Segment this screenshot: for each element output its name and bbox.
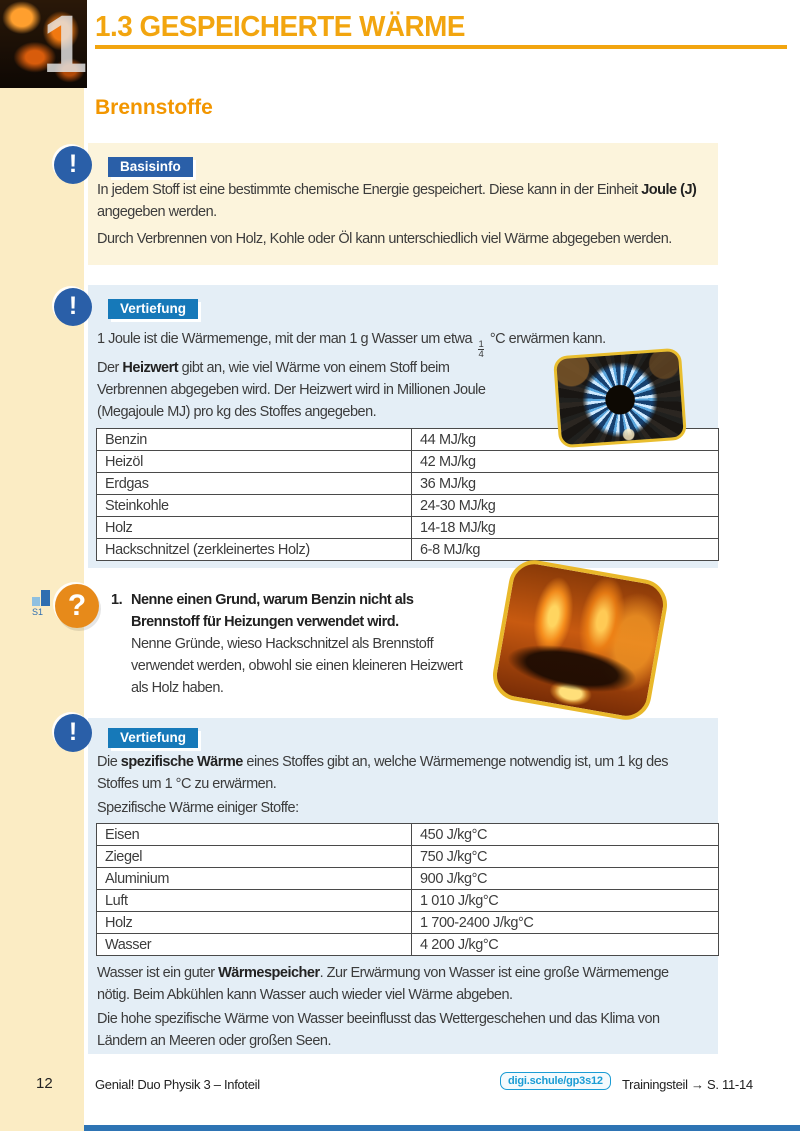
question-mark-icon	[55, 584, 99, 628]
exclamation-icon	[54, 288, 92, 326]
exclamation-glyph: !	[68, 150, 78, 178]
text-run: °C erwärmen kann.	[486, 331, 606, 347]
table-row	[97, 824, 719, 846]
exclamation-glyph: !	[68, 292, 78, 320]
exclamation-icon	[54, 714, 92, 752]
material-value: 4 200 J/kg°C	[412, 934, 719, 956]
material-value: 900 J/kg°C	[412, 868, 719, 890]
fuel-value: 44 MJ/kg	[412, 429, 719, 451]
fraction-numerator: 1	[478, 339, 484, 350]
fuel-value: 24-30 MJ/kg	[412, 495, 719, 517]
klima-paragraph: Die hohe spezifische Wärme von Wasser beeinflusst das Wettergeschehen und das Klima von Ländern an Meeren oder großen Seen.	[97, 1011, 660, 1049]
heizwert-table	[96, 428, 719, 561]
fraction-denominator: 4	[478, 349, 484, 360]
digi-schule-link-badge[interactable]: digi.schule/gp3s12	[500, 1072, 611, 1090]
fuel-name: Holz	[97, 517, 412, 539]
chapter-fire-photo	[0, 0, 87, 88]
text-run: Wasser ist ein guter	[97, 965, 219, 981]
question-number: 1.	[111, 592, 123, 608]
material-value: 1 700-2400 J/kg°C	[412, 912, 719, 934]
bar-tall	[41, 590, 50, 606]
text-run: 1 Joule ist die Wärmemenge, mit der man 1 g Wasser um etwa	[97, 331, 476, 347]
fuel-name: Erdgas	[97, 473, 412, 495]
text-run: angegeben werden.	[97, 204, 217, 220]
material-name: Holz	[97, 912, 412, 934]
exclamation-glyph: !	[68, 718, 78, 746]
table-row	[97, 451, 719, 473]
fuel-name: Benzin	[97, 429, 412, 451]
fuel-name: Heizöl	[97, 451, 412, 473]
bold-term-heizwert: Heizwert	[122, 360, 179, 376]
table-row	[97, 473, 719, 495]
fuel-value: 42 MJ/kg	[412, 451, 719, 473]
bold-term-spezifische-waerme: spezifische Wärme	[120, 754, 243, 770]
title-underline	[95, 45, 787, 49]
material-name: Eisen	[97, 824, 412, 846]
bold-term-waermespeicher: Wärmespeicher	[218, 965, 320, 981]
footer-training-reference: Trainingsteil → S. 11-14	[622, 1077, 753, 1092]
text-run: . Zur Erwärmung von Wasser ist eine große Wärmemenge nötig. Beim Abkühlen kann Wasser auch wieder viel Wärme abgeben.	[97, 965, 669, 1003]
table-row	[97, 934, 719, 956]
spezifische-waerme-table	[96, 823, 719, 956]
text-run: Die	[97, 754, 121, 770]
table-row	[97, 868, 719, 890]
material-value: 450 J/kg°C	[412, 824, 719, 846]
footer-book-title: Genial! Duo Physik 3 – Infoteil	[95, 1077, 260, 1092]
table-row	[97, 912, 719, 934]
section-heading: Brennstoffe	[95, 96, 213, 119]
fuel-value: 36 MJ/kg	[412, 473, 719, 495]
text-run: Der	[97, 360, 123, 376]
page-number: 12	[36, 1075, 53, 1092]
vertiefung2-label: Vertiefung	[108, 728, 198, 748]
waermespeicher-paragraph	[97, 962, 669, 1006]
table-row	[97, 495, 719, 517]
fuel-name: Hackschnitzel (zerkleinertes Holz)	[97, 539, 412, 561]
table-row	[97, 517, 719, 539]
fuel-value: 6-8 MJ/kg	[412, 539, 719, 561]
chapter-number: 1	[42, 0, 88, 90]
page-title: 1.3 GESPEICHERTE WÄRME	[95, 11, 465, 43]
basisinfo-paragraph-2: Durch Verbrennen von Holz, Kohle oder Öl kann unterschiedlich viel Wärme abgegeben werden.	[97, 231, 672, 247]
table-row	[97, 890, 719, 912]
gas-burner-photo	[553, 348, 687, 449]
material-name: Ziegel	[97, 846, 412, 868]
material-value: 750 J/kg°C	[412, 846, 719, 868]
table-row	[97, 846, 719, 868]
vertiefung1-label: Vertiefung	[108, 299, 198, 319]
s1-label: S1	[32, 607, 44, 617]
basisinfo-paragraph-1	[97, 179, 711, 223]
footer-accent-bar	[84, 1125, 800, 1131]
material-name: Wasser	[97, 934, 412, 956]
question-glyph: ?	[67, 589, 87, 622]
fuel-value: 14-18 MJ/kg	[412, 517, 719, 539]
text-run: In jedem Stoff ist eine bestimmte chemische Energie gespeichert. Diese kann in der Einheit	[97, 182, 642, 198]
heizwert-definition	[97, 357, 507, 423]
text-run: gibt an, wie viel Wärme von einem Stoff beim Verbrennen abgegeben wird. Der Heizwert wird in Millionen Joule (Megajoule MJ) pro kg des Stoffes angegeben.	[97, 360, 486, 420]
bar-small	[32, 597, 40, 606]
material-name: Luft	[97, 890, 412, 912]
table-caption: Spezifische Wärme einiger Stoffe:	[97, 800, 299, 816]
fuel-name: Steinkohle	[97, 495, 412, 517]
bold-term-joule: Joule (J)	[641, 182, 697, 198]
table-row	[97, 539, 719, 561]
spezifische-waerme-definition	[97, 751, 711, 795]
question-text	[131, 589, 465, 699]
question-bold-part: Nenne einen Grund, warum Benzin nicht als Brennstoff für Heizungen verwendet wird.	[131, 592, 414, 630]
exclamation-icon	[54, 146, 92, 184]
material-value: 1 010 J/kg°C	[412, 890, 719, 912]
material-name: Aluminium	[97, 868, 412, 890]
basisinfo-label: Basisinfo	[108, 157, 193, 177]
question-normal-part: Nenne Gründe, wieso Hackschnitzel als Brennstoff verwendet werden, obwohl sie einen kleineren Heizwert als Holz haben.	[131, 636, 463, 696]
campfire-photo	[489, 556, 671, 724]
text-run: eines Stoffes gibt an, welche Wärmemenge notwendig ist, um 1 kg des Stoffes um 1 °C zu erwärmen.	[97, 754, 669, 792]
